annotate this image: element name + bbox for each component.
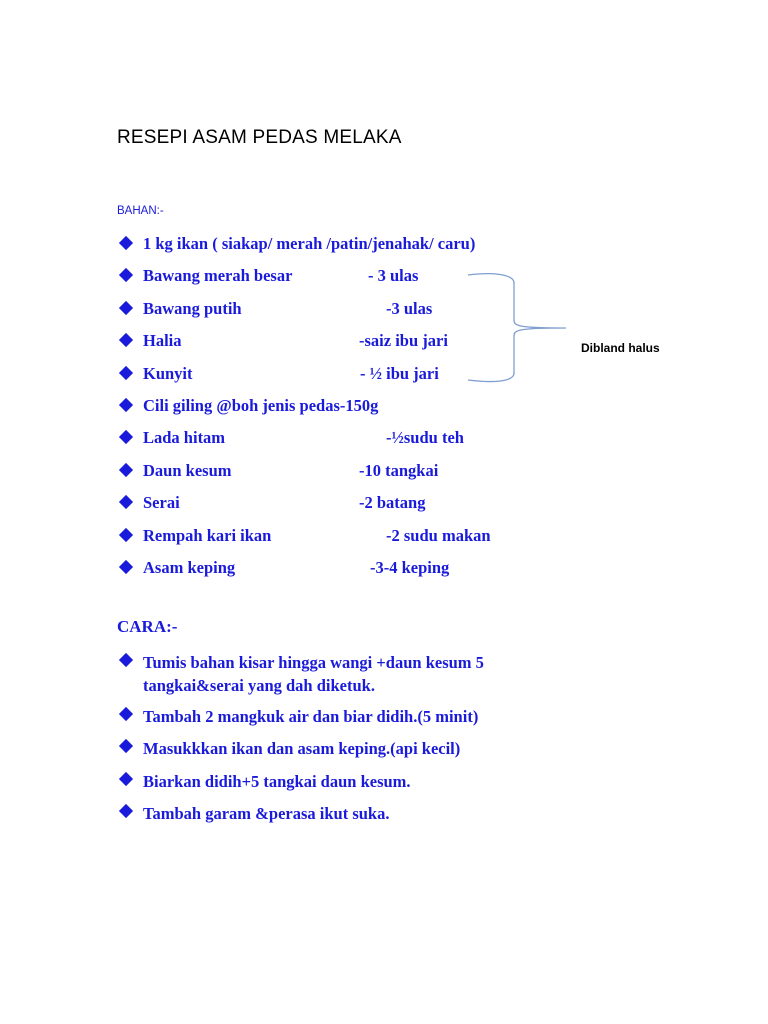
ingredient-name: Kunyit xyxy=(143,363,193,383)
step-text: Masukkkan ikan dan asam keping.(api kecil) xyxy=(143,739,461,759)
bracket-label: Dibland halus xyxy=(581,341,660,355)
diamond-bullet-icon xyxy=(119,268,133,282)
diamond-bullet-icon xyxy=(119,495,133,509)
step-text: Biarkan didih+5 tangkai daun kesum. xyxy=(143,771,411,791)
diamond-bullet-icon xyxy=(119,653,133,667)
ingredient-name: Bawang putih xyxy=(143,298,242,318)
ingredient-name: Cili giling @boh jenis pedas-150g xyxy=(143,395,379,415)
diamond-bullet-icon xyxy=(119,333,133,347)
ingredient-name: 1 kg ikan ( siakap/ merah /patin/jenahak/ caru) xyxy=(143,234,476,253)
diamond-bullet-icon xyxy=(119,772,133,786)
ingredient-qty: -saiz ibu jari xyxy=(359,331,448,351)
ingredient-name: Daun kesum xyxy=(143,460,232,480)
ingredient-qty: - 3 ulas xyxy=(368,266,419,286)
diamond-bullet-icon xyxy=(119,463,133,477)
diamond-bullet-icon xyxy=(119,527,133,541)
diamond-bullet-icon xyxy=(119,301,133,315)
ingredient-name: Halia xyxy=(143,331,182,351)
step-text: Tumis bahan kisar hingga wangi +daun kesum 5 tangkai&serai yang dah diketuk. xyxy=(143,653,484,695)
ingredient-qty: -3 ulas xyxy=(386,298,433,318)
ingredient-qty: -½sudu teh xyxy=(386,428,464,448)
ingredient-qty: -2 sudu makan xyxy=(386,525,491,545)
ingredient-name: Lada hitam xyxy=(143,428,226,448)
diamond-bullet-icon xyxy=(119,430,133,444)
cara-heading: CARA:- xyxy=(117,617,178,636)
ingredient-qty: -3-4 keping xyxy=(370,557,450,577)
ingredient-qty: -2 batang xyxy=(359,493,426,513)
ingredient-name: Serai xyxy=(143,493,180,513)
diamond-bullet-icon xyxy=(119,236,133,250)
diamond-bullet-icon xyxy=(119,398,133,412)
diamond-bullet-icon xyxy=(119,560,133,574)
curly-bracket-icon xyxy=(462,270,572,385)
diamond-bullet-icon xyxy=(119,739,133,753)
ingredient-name: Bawang merah besar xyxy=(143,266,293,286)
ingredient-qty: -10 tangkai xyxy=(359,460,439,480)
diamond-bullet-icon xyxy=(119,804,133,818)
ingredient-qty: - ½ ibu jari xyxy=(360,363,439,383)
diamond-bullet-icon xyxy=(119,707,133,721)
diamond-bullet-icon xyxy=(119,365,133,379)
page-title: RESEPI ASAM PEDAS MELAKA xyxy=(117,127,402,148)
step-text: Tambah 2 mangkuk air dan biar didih.(5 minit) xyxy=(143,707,479,726)
step-text: Tambah garam &perasa ikut suka. xyxy=(143,803,390,823)
bahan-heading: BAHAN:- xyxy=(117,205,164,217)
ingredient-name: Asam keping xyxy=(143,557,236,577)
ingredient-name: Rempah kari ikan xyxy=(143,525,272,545)
